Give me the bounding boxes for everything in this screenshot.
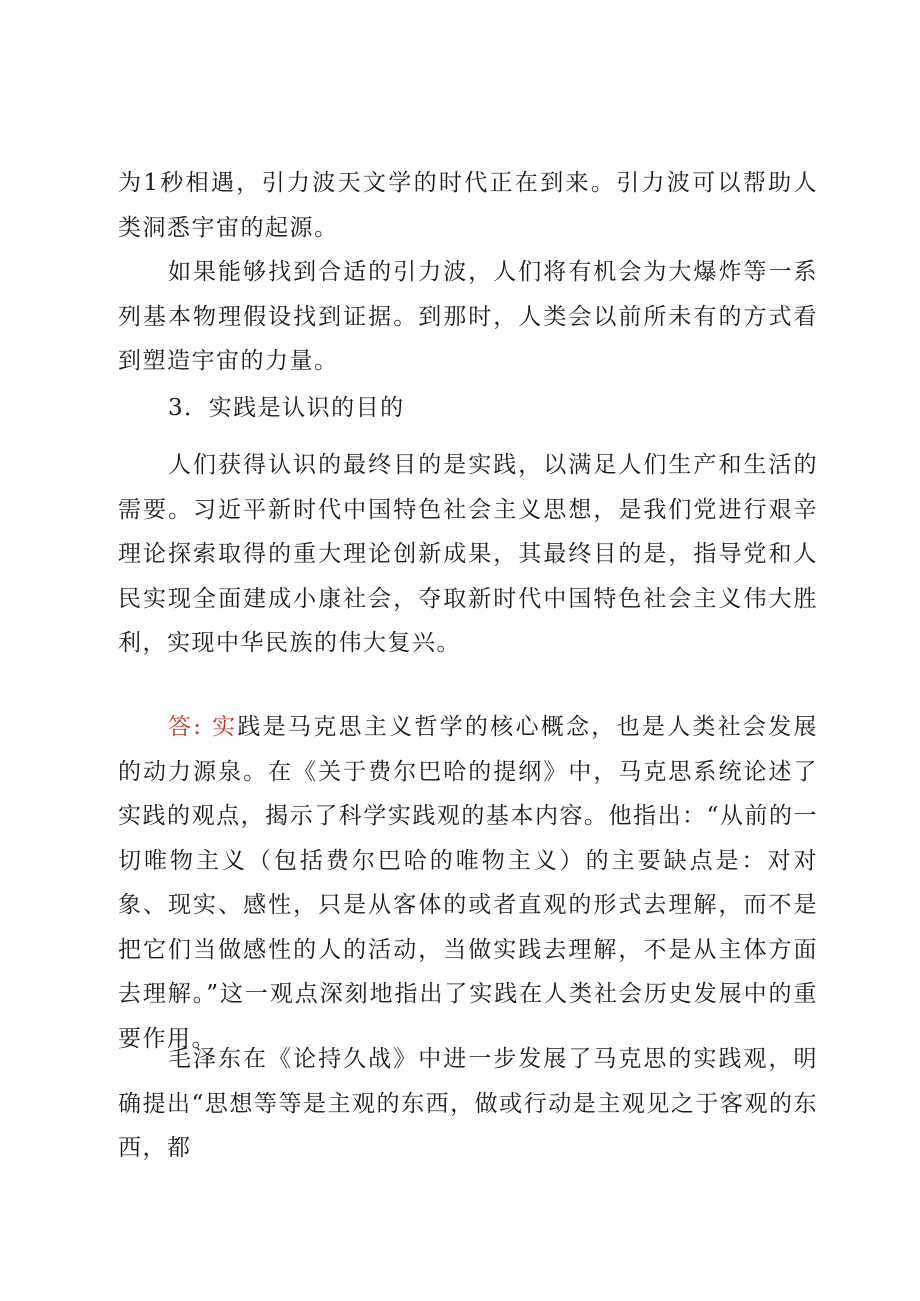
section-heading-practice-purpose: 3．实践是认识的目的 — [168, 395, 405, 421]
paragraph-answer-marxist-practice — [118, 705, 818, 1061]
answer-body: 践是马克思主义哲学的核心概念，也是人类社会发展的动力源泉。在《关于费尔巴哈的提纲》中，马克思系统论述了实践的观点，揭示了科学实践观的基本内容。他指出：“从前的一切唯物主义（包括费尔巴哈的唯物主义）的主要缺点是：对对象、现实、感性，只是从客体的或者直观的形式去理解，而不是把它们当做感性的人的活动，当做实践去理解，不是从主体方面去理解。”这一观点深刻地指出了实践在人类社会历史发展中的重要作用。 — [118, 714, 819, 1052]
paragraph-mao-practice: 毛泽东在《论持久战》中进一步发展了马克思的实践观，明确提出“思想等等是主观的东西，做或行动是主观见之于客观的东西，都 — [118, 1046, 818, 1161]
answer-label: 答: 实 — [168, 714, 238, 740]
paragraph-practice-goal: 人们获得认识的最终目的是实践，以满足人们生产和生活的需要。习近平新时代中国特色社会主义思想，是我们党进行艰辛理论探索取得的重大理论创新成果，其最终目的是，指导党和人民实现全面建成小康社会，夺取新时代中国特色社会主义伟大胜利，实现中华民族的伟大复兴。 — [118, 452, 818, 656]
paragraph-big-bang-evidence: 如果能够找到合适的引力波，人们将有机会为大爆炸等一系列基本物理假设找到证据。到那时，人类会以前所未有的方式看到塑造宇宙的力量。 — [118, 259, 818, 374]
paragraph-gravitational-wave-era: 为1秒相遇，引力波天文学的时代正在到来。引力波可以帮助人类洞悉宇宙的起源。 — [118, 170, 818, 241]
